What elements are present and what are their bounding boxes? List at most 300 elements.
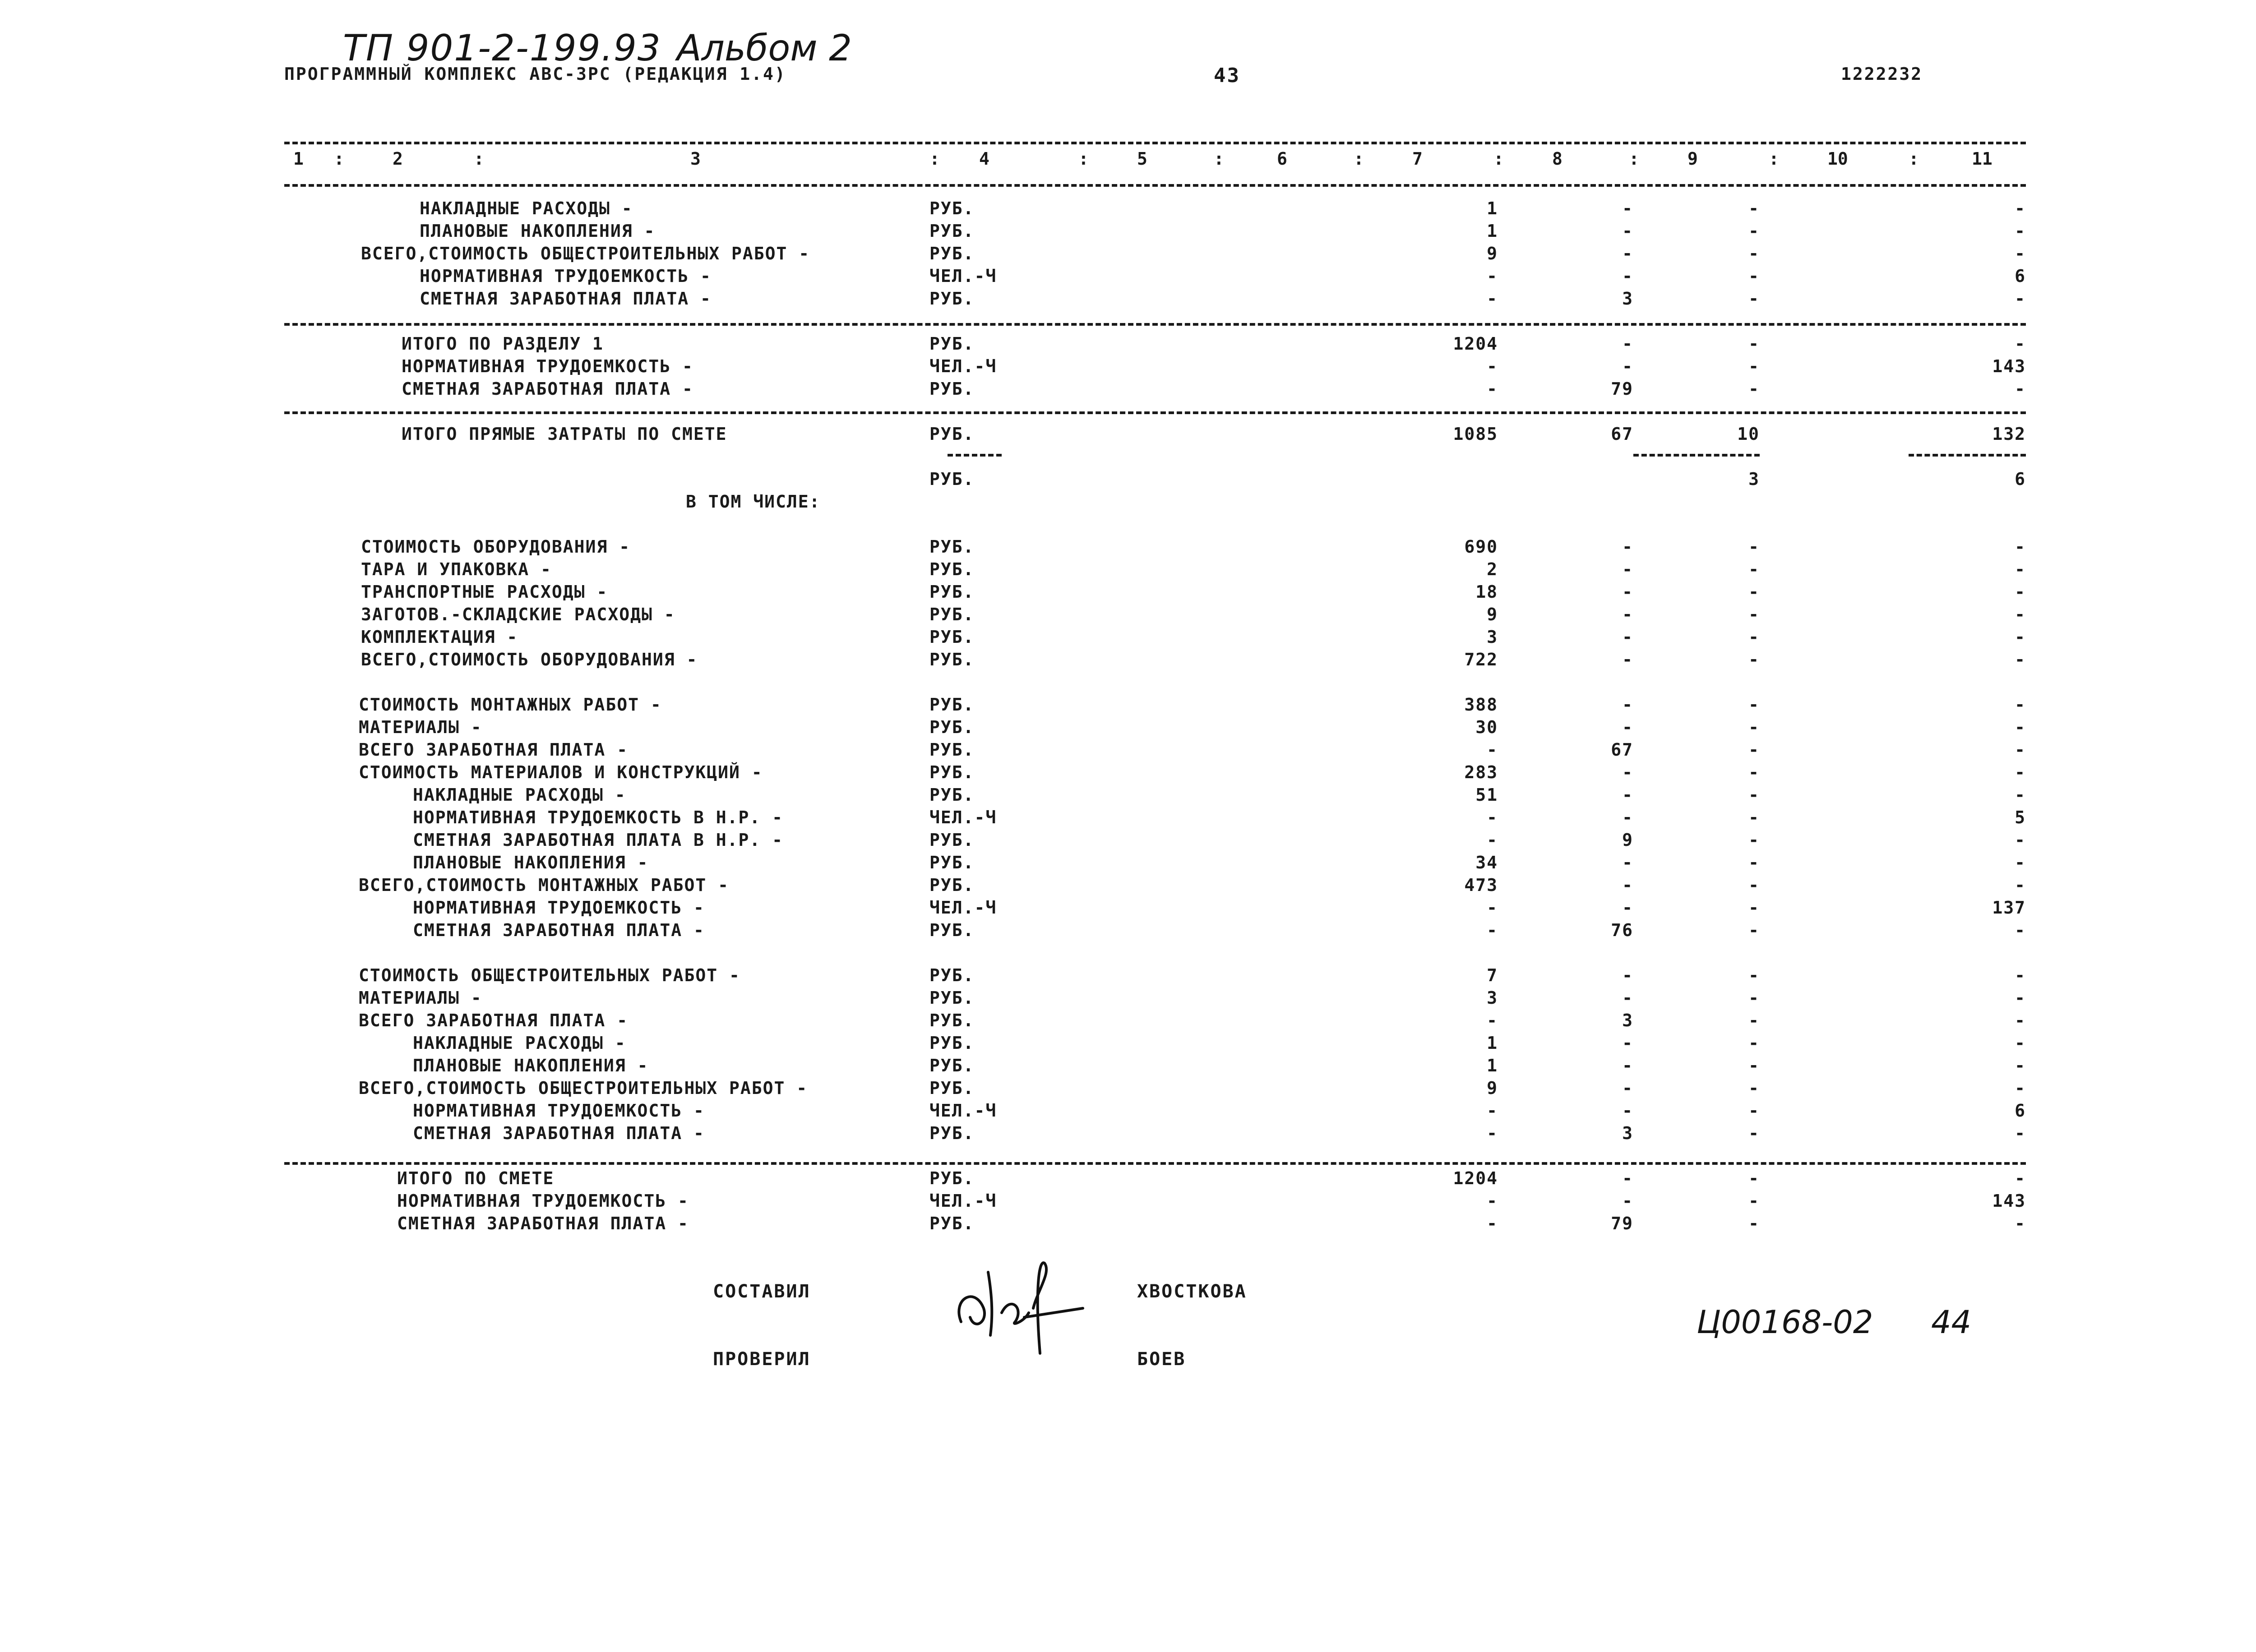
cell-col9: - xyxy=(1748,1214,1760,1233)
table-row xyxy=(0,830,2256,853)
document-number: 1222232 xyxy=(1841,64,1923,84)
cell-col7: 1 xyxy=(1487,221,1498,241)
table-row xyxy=(0,221,2256,244)
row-label: СМЕТНАЯ ЗАРАБОТНАЯ ПЛАТА - xyxy=(413,1123,705,1143)
cell-col9: - xyxy=(1748,244,1760,263)
section-rule xyxy=(284,323,2026,326)
cell-col7: - xyxy=(1487,808,1498,827)
row-label: НОРМАТИВНАЯ ТРУДОЕМКОСТЬ - xyxy=(413,898,705,918)
row-label: НОРМАТИВНАЯ ТРУДОЕМКОСТЬ В Н.Р. - xyxy=(413,808,783,827)
row-unit: РУБ. xyxy=(929,920,975,940)
column-header-6: 6 xyxy=(1277,149,1287,169)
table-row xyxy=(0,559,2256,582)
cell-col8: 76 xyxy=(1611,920,1633,940)
column-header-10: 10 xyxy=(1827,149,1848,169)
cell-col11: - xyxy=(2015,244,2026,263)
cell-col8: - xyxy=(1622,695,1633,715)
cell-col8: 79 xyxy=(1611,379,1633,399)
column-header-row xyxy=(284,149,2026,176)
cell-col8: - xyxy=(1622,965,1633,985)
cell-col11: 5 xyxy=(2015,808,2026,827)
cell-col11: - xyxy=(2015,289,2026,309)
compiled-by-label: СОСТАВИЛ xyxy=(713,1281,811,1302)
row-unit: РУБ. xyxy=(929,198,975,218)
row-label: СМЕТНАЯ ЗАРАБОТНАЯ ПЛАТА - xyxy=(397,1214,689,1233)
row-label: МАТЕРИАЛЫ - xyxy=(359,717,482,737)
cell-col11: - xyxy=(2015,627,2026,647)
row-unit: РУБ. xyxy=(929,1033,975,1053)
cell-col9: - xyxy=(1748,740,1760,760)
row-unit: РУБ. xyxy=(929,627,975,647)
cell-col11: - xyxy=(2015,740,2026,760)
cell-col11: - xyxy=(2015,762,2026,782)
cell-col11: 6 xyxy=(2015,266,2026,286)
cell-col11: 143 xyxy=(1992,356,2026,376)
cell-col7: 283 xyxy=(1464,762,1498,782)
cell-col7: - xyxy=(1487,1123,1498,1143)
cell-col7: 18 xyxy=(1475,582,1498,602)
section-rule xyxy=(284,1162,2026,1165)
cell-col7: 7 xyxy=(1487,965,1498,985)
row-unit: РУБ. xyxy=(929,762,975,782)
cell-col7: 2 xyxy=(1487,559,1498,579)
row-label: СТОИМОСТЬ ОБЩЕСТРОИТЕЛЬНЫХ РАБОТ - xyxy=(359,965,740,985)
row-unit: РУБ. xyxy=(929,582,975,602)
page-number: 43 xyxy=(1214,64,1240,87)
column-separator: : xyxy=(1354,149,1364,169)
table-row xyxy=(0,605,2256,627)
row-label: ИТОГО ПРЯМЫЕ ЗАТРАТЫ ПО СМЕТЕ xyxy=(402,424,727,444)
row-label: ИТОГО ПО СМЕТЕ xyxy=(397,1168,555,1188)
row-label: ВСЕГО ЗАРАБОТНАЯ ПЛАТА - xyxy=(359,1011,629,1030)
table-row xyxy=(0,988,2256,1011)
cell-col9: - xyxy=(1748,537,1760,557)
table-row xyxy=(0,356,2256,379)
cell-col11: - xyxy=(2015,582,2026,602)
row-unit: ЧЕЛ.-Ч xyxy=(929,808,997,827)
cell-col11: - xyxy=(2015,988,2026,1008)
table-row xyxy=(0,1056,2256,1078)
underline xyxy=(1909,454,2026,457)
compiled-by-name: ХВОСТКОВА xyxy=(1137,1281,1247,1302)
row-label: ВСЕГО ЗАРАБОТНАЯ ПЛАТА - xyxy=(359,740,629,760)
table-row xyxy=(0,244,2256,266)
cell-col9: - xyxy=(1748,920,1760,940)
row-label: НОРМАТИВНАЯ ТРУДОЕМКОСТЬ - xyxy=(402,356,693,376)
cell-col11: 137 xyxy=(1992,898,2026,918)
cell-col9: - xyxy=(1748,988,1760,1008)
cell-col9: - xyxy=(1748,221,1760,241)
table-row xyxy=(0,1033,2256,1056)
cell-col9: - xyxy=(1748,627,1760,647)
cell-col9: - xyxy=(1748,785,1760,805)
cell-col8: - xyxy=(1622,1033,1633,1053)
cell-col7: 1 xyxy=(1487,198,1498,218)
cell-col7: 1085 xyxy=(1453,424,1498,444)
handwritten-doc-code: ТП 901-2-199.93 xyxy=(343,27,661,69)
row-label: НОРМАТИВНАЯ ТРУДОЕМКОСТЬ - xyxy=(397,1191,689,1211)
column-header-3: 3 xyxy=(690,149,701,169)
cell-col8: 9 xyxy=(1622,830,1633,850)
table-row xyxy=(0,1191,2256,1214)
row-unit: РУБ. xyxy=(929,1168,975,1188)
cell-col9: - xyxy=(1748,1101,1760,1121)
cell-col11: - xyxy=(2015,1011,2026,1030)
cell-col8: - xyxy=(1622,244,1633,263)
cell-col9: - xyxy=(1748,965,1760,985)
cell-col7: - xyxy=(1487,920,1498,940)
table-row xyxy=(0,650,2256,672)
cell-col9: - xyxy=(1748,830,1760,850)
cell-col11: - xyxy=(2015,853,2026,872)
cell-col9: - xyxy=(1748,1168,1760,1188)
cell-col11: - xyxy=(2015,1033,2026,1053)
row-label: МАТЕРИАЛЫ - xyxy=(359,988,482,1008)
column-header-9: 9 xyxy=(1687,149,1698,169)
cell-col9: - xyxy=(1748,356,1760,376)
row-label: СТОИМОСТЬ МАТЕРИАЛОВ И КОНСТРУКЦИЙ - xyxy=(359,762,763,782)
cell-col7: - xyxy=(1487,1191,1498,1211)
table-row xyxy=(0,1168,2256,1191)
cell-col9: - xyxy=(1748,695,1760,715)
cell-col9: 3 xyxy=(1748,469,1760,489)
row-unit: РУБ. xyxy=(929,988,975,1008)
cell-col7: 473 xyxy=(1464,875,1498,895)
table-row xyxy=(0,1123,2256,1146)
cell-col7: - xyxy=(1487,1101,1498,1121)
table-row xyxy=(0,762,2256,785)
table-row xyxy=(0,808,2256,830)
row-label: ВСЕГО,СТОИМОСТЬ МОНТАЖНЫХ РАБОТ - xyxy=(359,875,729,895)
header-rule-top xyxy=(284,142,2026,144)
row-unit: ЧЕЛ.-Ч xyxy=(929,1191,997,1211)
row-unit: РУБ. xyxy=(929,740,975,760)
handwritten-archive-code: Ц00168-02 xyxy=(1697,1304,1873,1341)
table-row xyxy=(0,492,2256,514)
handwritten-signature xyxy=(948,1245,1092,1362)
column-header-2: 2 xyxy=(393,149,403,169)
cell-col11: - xyxy=(2015,1214,2026,1233)
row-unit: РУБ. xyxy=(929,1011,975,1030)
row-unit: РУБ. xyxy=(929,717,975,737)
cell-col9: - xyxy=(1748,582,1760,602)
table-row xyxy=(0,1078,2256,1101)
row-unit: РУБ. xyxy=(929,875,975,895)
cell-col11: - xyxy=(2015,965,2026,985)
cell-col8: - xyxy=(1622,1101,1633,1121)
cell-col11: - xyxy=(2015,1078,2026,1098)
cell-col8: 67 xyxy=(1611,740,1633,760)
row-unit: РУБ. xyxy=(929,379,975,399)
cell-col7: 1 xyxy=(1487,1056,1498,1075)
cell-col9: - xyxy=(1748,650,1760,669)
handwritten-page: 44 xyxy=(1931,1304,1972,1341)
row-label: СТОИМОСТЬ МОНТАЖНЫХ РАБОТ - xyxy=(359,695,662,715)
cell-col11: - xyxy=(2015,920,2026,940)
row-label: НАКЛАДНЫЕ РАСХОДЫ - xyxy=(420,198,633,218)
column-separator: : xyxy=(1769,149,1779,169)
cell-col7: 9 xyxy=(1487,605,1498,624)
cell-col8: - xyxy=(1622,1078,1633,1098)
column-header-7: 7 xyxy=(1412,149,1423,169)
cell-col7: - xyxy=(1487,1214,1498,1233)
table-row xyxy=(0,1101,2256,1123)
table-row xyxy=(0,289,2256,311)
table-row xyxy=(0,379,2256,401)
column-header-4: 4 xyxy=(979,149,989,169)
table-row xyxy=(0,920,2256,943)
handwritten-album: Альбом 2 xyxy=(677,27,852,69)
row-unit: РУБ. xyxy=(929,221,975,241)
table-row xyxy=(0,785,2256,808)
row-unit: РУБ. xyxy=(929,244,975,263)
row-unit: РУБ. xyxy=(929,1214,975,1233)
cell-col9: - xyxy=(1748,898,1760,918)
cell-col11: - xyxy=(2015,334,2026,354)
row-label: НОРМАТИВНАЯ ТРУДОЕМКОСТЬ - xyxy=(413,1101,705,1121)
table-row xyxy=(0,469,2256,492)
table-row xyxy=(0,537,2256,559)
cell-col9: - xyxy=(1748,1011,1760,1030)
cell-col7: 9 xyxy=(1487,1078,1498,1098)
table-row xyxy=(0,853,2256,875)
cell-col9: - xyxy=(1748,334,1760,354)
row-unit: РУБ. xyxy=(929,1123,975,1143)
cell-col11: - xyxy=(2015,650,2026,669)
cell-col9: - xyxy=(1748,266,1760,286)
table-row xyxy=(0,717,2256,740)
cell-col8: - xyxy=(1622,266,1633,286)
table-row xyxy=(0,198,2256,221)
row-unit: РУБ. xyxy=(929,695,975,715)
cell-col9: - xyxy=(1748,289,1760,309)
cell-col7: - xyxy=(1487,289,1498,309)
cell-col9: - xyxy=(1748,605,1760,624)
cell-col8: - xyxy=(1622,717,1633,737)
row-label: СМЕТНАЯ ЗАРАБОТНАЯ ПЛАТА - xyxy=(402,379,693,399)
column-separator: : xyxy=(1493,149,1504,169)
column-separator: : xyxy=(1214,149,1224,169)
row-unit: РУБ. xyxy=(929,537,975,557)
row-unit: ЧЕЛ.-Ч xyxy=(929,356,997,376)
row-label: ПЛАНОВЫЕ НАКОПЛЕНИЯ - xyxy=(413,1056,649,1075)
table-row xyxy=(0,627,2256,650)
row-label: СМЕТНАЯ ЗАРАБОТНАЯ ПЛАТА В Н.Р. - xyxy=(413,830,783,850)
program-title: ПРОГРАММНЫЙ КОМПЛЕКС АВС-3РС (РЕДАКЦИЯ 1.4) xyxy=(284,64,786,84)
cell-col11: - xyxy=(2015,1056,2026,1075)
row-label: ПЛАНОВЫЕ НАКОПЛЕНИЯ - xyxy=(420,221,656,241)
cell-col11: - xyxy=(2015,830,2026,850)
cell-col8: - xyxy=(1622,898,1633,918)
row-label: СМЕТНАЯ ЗАРАБОТНАЯ ПЛАТА - xyxy=(420,289,712,309)
table-row xyxy=(0,898,2256,920)
cell-col7: 30 xyxy=(1475,717,1498,737)
cell-col11: 6 xyxy=(2015,1101,2026,1121)
cell-col11: 6 xyxy=(2015,469,2026,489)
cell-col8: 79 xyxy=(1611,1214,1633,1233)
row-unit: ЧЕЛ.-Ч xyxy=(929,898,997,918)
cell-col7: - xyxy=(1487,740,1498,760)
row-unit: РУБ. xyxy=(929,605,975,624)
cell-col11: - xyxy=(2015,198,2026,218)
cell-col8: - xyxy=(1622,221,1633,241)
cell-col7: - xyxy=(1487,1011,1498,1030)
row-unit: РУБ. xyxy=(929,965,975,985)
cell-col8: 3 xyxy=(1622,1123,1633,1143)
cell-col8: - xyxy=(1622,1191,1633,1211)
row-label: ТРАНСПОРТНЫЕ РАСХОДЫ - xyxy=(361,582,608,602)
cell-col7: 34 xyxy=(1475,853,1498,872)
checked-by-label: ПРОВЕРИЛ xyxy=(713,1349,811,1370)
column-separator: : xyxy=(1909,149,1919,169)
cell-col11: - xyxy=(2015,605,2026,624)
cell-col9: - xyxy=(1748,853,1760,872)
table-row xyxy=(0,965,2256,988)
row-label: В ТОМ ЧИСЛЕ: xyxy=(686,492,821,512)
cell-col8: - xyxy=(1622,762,1633,782)
row-label: ВСЕГО,СТОИМОСТЬ ОБЩЕСТРОИТЕЛЬНЫХ РАБОТ - xyxy=(361,244,810,263)
cell-col8: - xyxy=(1622,808,1633,827)
cell-col8: - xyxy=(1622,1168,1633,1188)
cell-col11: - xyxy=(2015,221,2026,241)
cell-col9: - xyxy=(1748,762,1760,782)
row-label: КОМПЛЕКТАЦИЯ - xyxy=(361,627,518,647)
column-header-11: 11 xyxy=(1972,149,1992,169)
row-unit: РУБ. xyxy=(929,289,975,309)
cell-col9: - xyxy=(1748,808,1760,827)
cell-col9: - xyxy=(1748,198,1760,218)
column-separator: : xyxy=(929,149,940,169)
cell-col7: 690 xyxy=(1464,537,1498,557)
cell-col7: - xyxy=(1487,898,1498,918)
cell-col11: 132 xyxy=(1992,424,2026,444)
row-label: НАКЛАДНЫЕ РАСХОДЫ - xyxy=(413,785,626,805)
cell-col9: - xyxy=(1748,1078,1760,1098)
row-label: НОРМАТИВНАЯ ТРУДОЕМКОСТЬ - xyxy=(420,266,712,286)
table-row xyxy=(0,582,2256,605)
cell-col8: - xyxy=(1622,627,1633,647)
cell-col9: - xyxy=(1748,1191,1760,1211)
cell-col7: 1 xyxy=(1487,1033,1498,1053)
cell-col8: - xyxy=(1622,559,1633,579)
table-row xyxy=(0,1214,2256,1236)
row-unit: РУБ. xyxy=(929,830,975,850)
checked-by-name: БОЕВ xyxy=(1137,1349,1186,1370)
table-row xyxy=(0,334,2256,356)
column-header-5: 5 xyxy=(1137,149,1147,169)
row-label: ПЛАНОВЫЕ НАКОПЛЕНИЯ - xyxy=(413,853,649,872)
table-row xyxy=(0,740,2256,762)
row-label: ЗАГОТОВ.-СКЛАДСКИЕ РАСХОДЫ - xyxy=(361,605,675,624)
cell-col8: - xyxy=(1622,650,1633,669)
cell-col7: - xyxy=(1487,266,1498,286)
row-unit: ЧЕЛ.-Ч xyxy=(929,266,997,286)
row-label: СТОИМОСТЬ ОБОРУДОВАНИЯ - xyxy=(361,537,631,557)
row-unit: РУБ. xyxy=(929,1056,975,1075)
cell-col7: 722 xyxy=(1464,650,1498,669)
cell-col9: - xyxy=(1748,875,1760,895)
cell-col8: - xyxy=(1622,988,1633,1008)
column-header-8: 8 xyxy=(1552,149,1563,169)
cell-col11: - xyxy=(2015,785,2026,805)
section-rule xyxy=(284,411,2026,414)
cell-col8: 3 xyxy=(1622,1011,1633,1030)
table-row xyxy=(0,875,2256,898)
cell-col7: 1204 xyxy=(1453,1168,1498,1188)
cell-col11: - xyxy=(2015,695,2026,715)
cell-col11: - xyxy=(2015,537,2026,557)
cell-col8: - xyxy=(1622,537,1633,557)
cell-col11: - xyxy=(2015,559,2026,579)
cell-col7: 3 xyxy=(1487,627,1498,647)
cell-col11: - xyxy=(2015,717,2026,737)
row-label: ВСЕГО,СТОИМОСТЬ ОБЩЕСТРОИТЕЛЬНЫХ РАБОТ - xyxy=(359,1078,808,1098)
cell-col8: 67 xyxy=(1611,424,1633,444)
row-unit: РУБ. xyxy=(929,334,975,354)
row-unit: РУБ. xyxy=(929,650,975,669)
cell-col8: - xyxy=(1622,1056,1633,1075)
cell-col7: - xyxy=(1487,356,1498,376)
column-header-1: 1 xyxy=(293,149,304,169)
cell-col8: - xyxy=(1622,875,1633,895)
column-separator: : xyxy=(474,149,484,169)
cell-col11: - xyxy=(2015,1123,2026,1143)
row-unit: РУБ. xyxy=(929,424,975,444)
cell-col7: 3 xyxy=(1487,988,1498,1008)
table-row xyxy=(0,695,2256,717)
cell-col8: - xyxy=(1622,853,1633,872)
cell-col9: - xyxy=(1748,1033,1760,1053)
cell-col7: 388 xyxy=(1464,695,1498,715)
cell-col9: - xyxy=(1748,717,1760,737)
cell-col8: - xyxy=(1622,785,1633,805)
table-row xyxy=(0,424,2256,447)
cell-col7: - xyxy=(1487,830,1498,850)
cell-col11: 143 xyxy=(1992,1191,2026,1211)
row-unit: РУБ. xyxy=(929,853,975,872)
row-label: ВСЕГО,СТОИМОСТЬ ОБОРУДОВАНИЯ - xyxy=(361,650,698,669)
cell-col7: 1204 xyxy=(1453,334,1498,354)
table-row xyxy=(0,266,2256,289)
row-unit: ЧЕЛ.-Ч xyxy=(929,1101,997,1121)
underline xyxy=(1633,454,1760,457)
cell-col8: - xyxy=(1622,582,1633,602)
cell-col7: 51 xyxy=(1475,785,1498,805)
cell-col9: - xyxy=(1748,1056,1760,1075)
column-separator: : xyxy=(1078,149,1089,169)
cell-col8: - xyxy=(1622,356,1633,376)
cell-col9: 10 xyxy=(1737,424,1760,444)
cell-col7: 9 xyxy=(1487,244,1498,263)
row-label: ТАРА И УПАКОВКА - xyxy=(361,559,552,579)
row-unit: РУБ. xyxy=(929,785,975,805)
row-unit: РУБ. xyxy=(929,559,975,579)
column-separator: : xyxy=(1629,149,1639,169)
row-unit: РУБ. xyxy=(929,1078,975,1098)
cell-col8: - xyxy=(1622,605,1633,624)
header-rule-bottom xyxy=(284,184,2026,187)
row-unit: РУБ. xyxy=(929,469,975,489)
row-label: НАКЛАДНЫЕ РАСХОДЫ - xyxy=(413,1033,626,1053)
cell-col9: - xyxy=(1748,1123,1760,1143)
cell-col11: - xyxy=(2015,379,2026,399)
row-label: СМЕТНАЯ ЗАРАБОТНАЯ ПЛАТА - xyxy=(413,920,705,940)
cell-col8: - xyxy=(1622,334,1633,354)
table-row xyxy=(0,1011,2256,1033)
column-separator: : xyxy=(334,149,344,169)
cell-col8: 3 xyxy=(1622,289,1633,309)
cell-col7: - xyxy=(1487,379,1498,399)
